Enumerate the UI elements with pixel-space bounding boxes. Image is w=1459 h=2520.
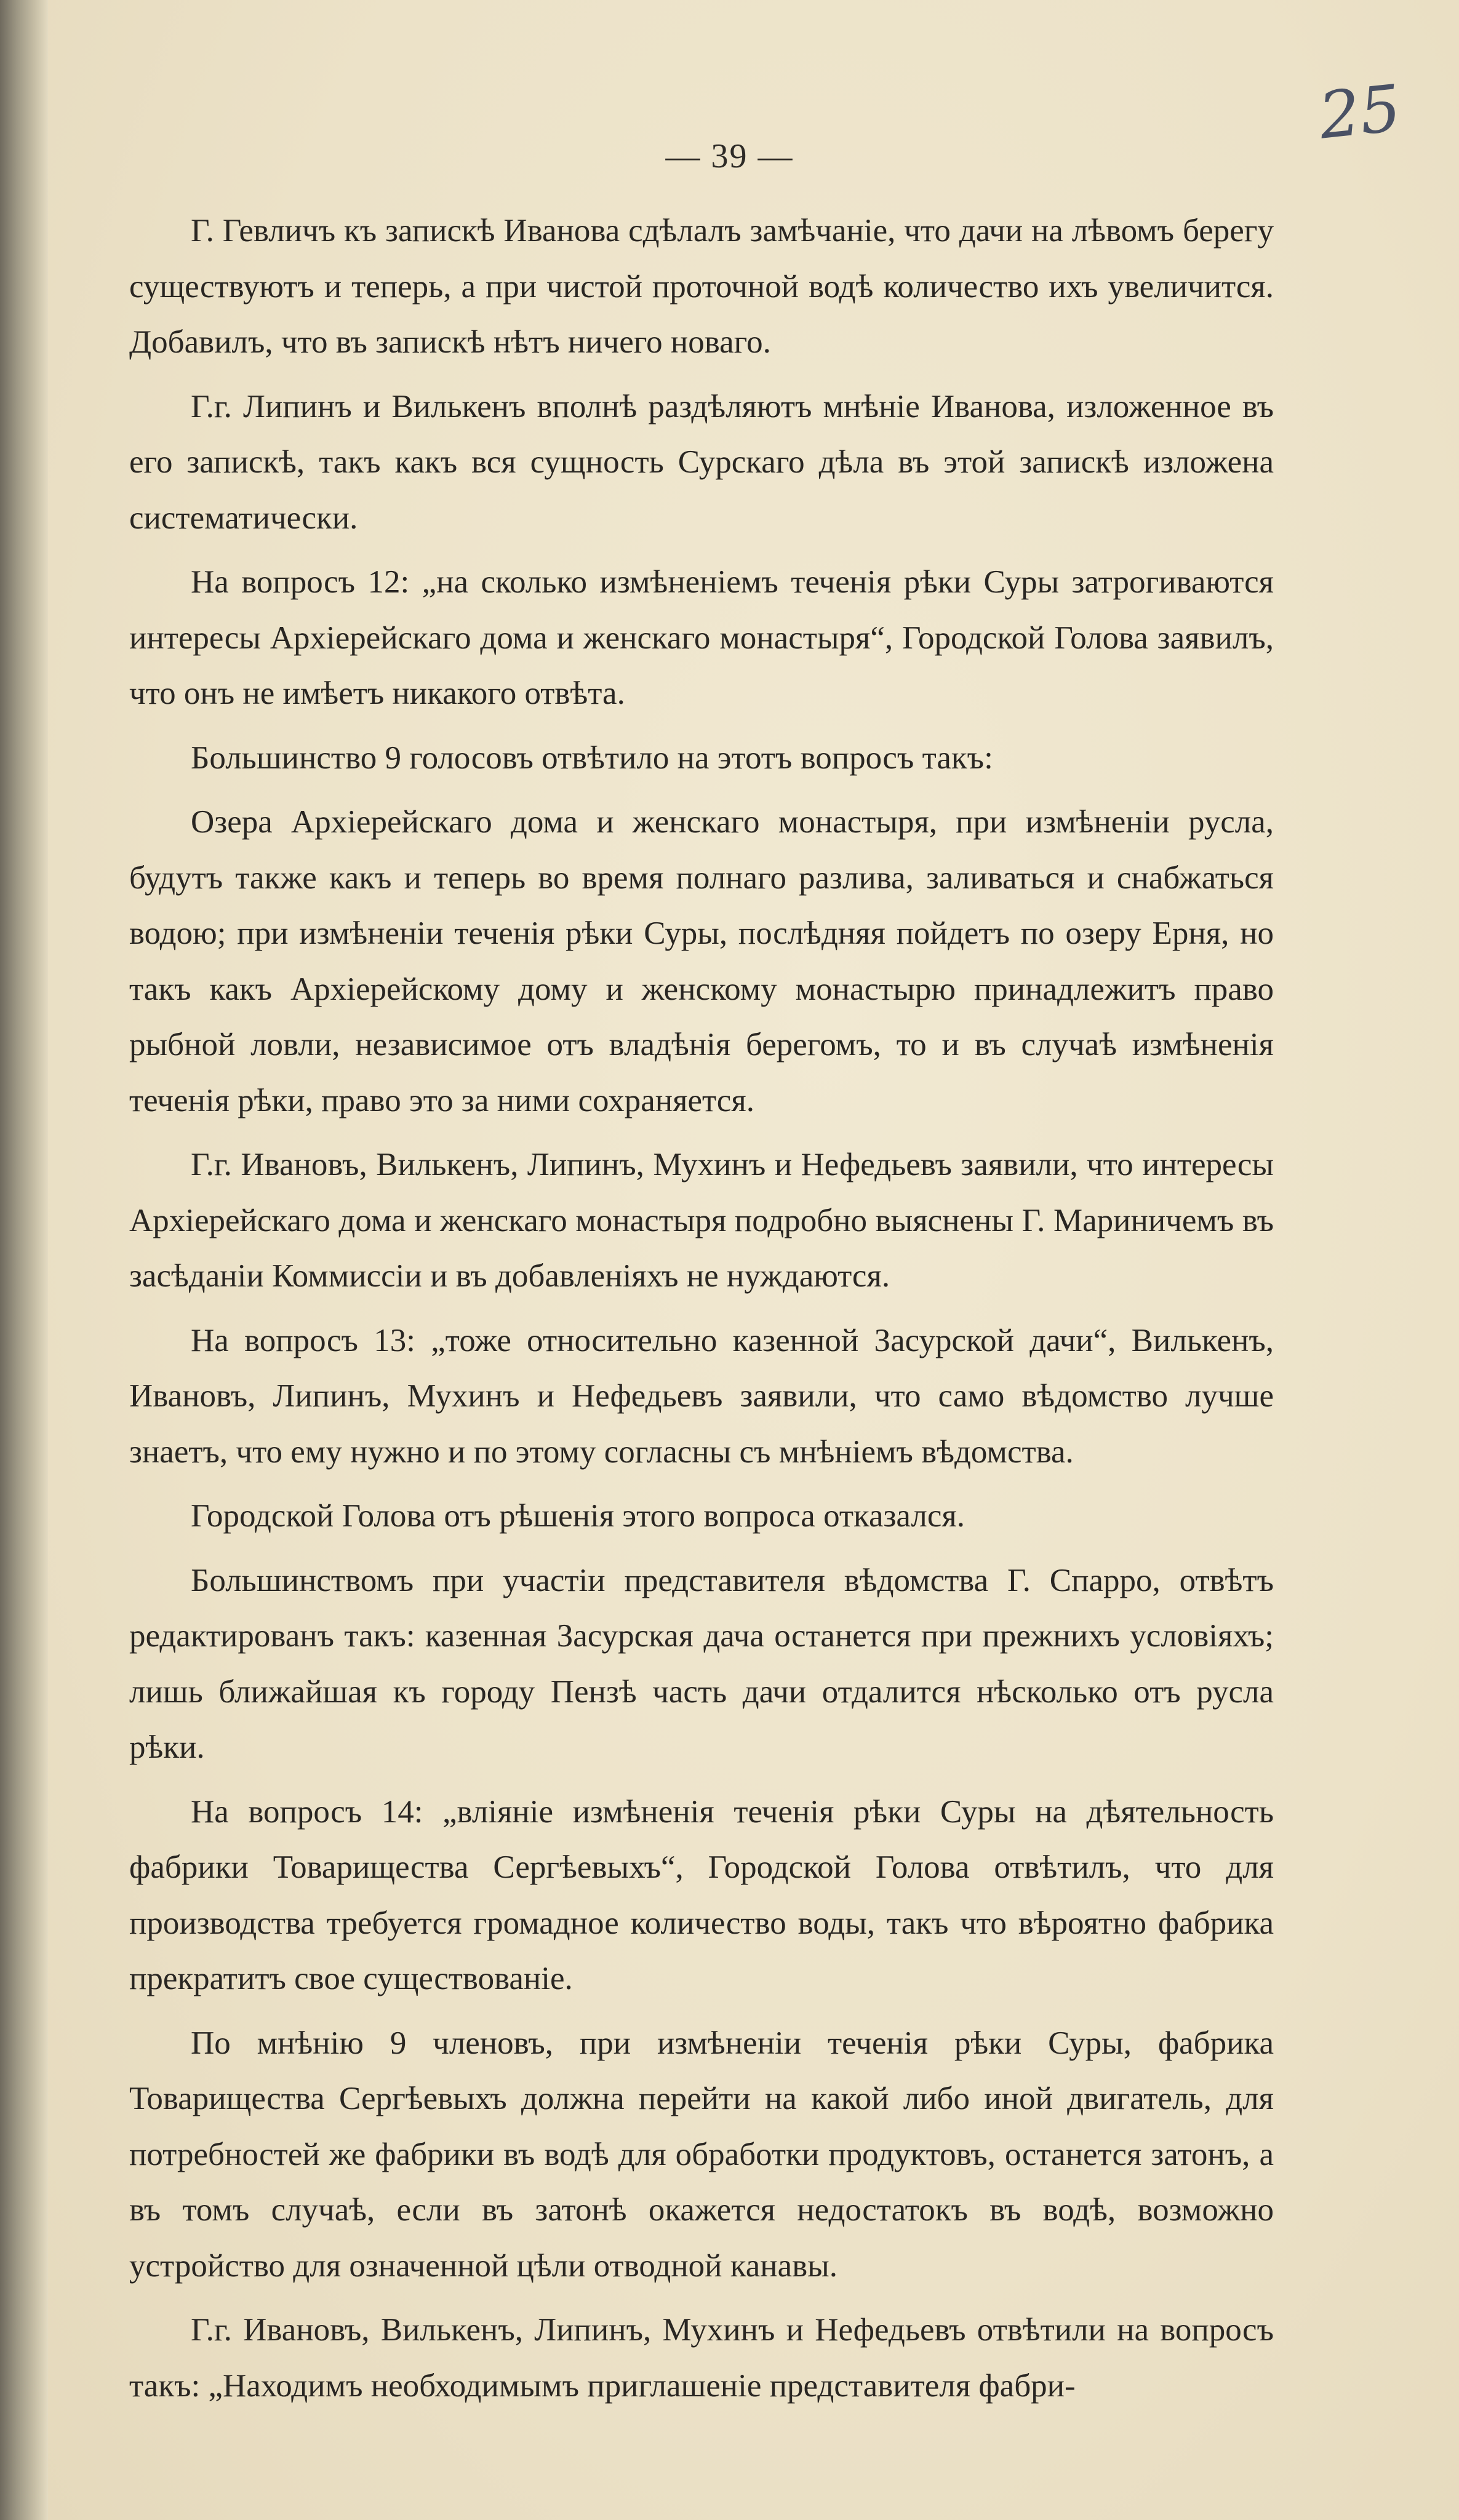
paragraph: Озера Архіерейскаго дома и женскаго монастыря, при измѣненіи русла, будутъ также какъ и теперь во время полнаго разлива, заливаться и снабжаться водою; при измѣненіи теченія рѣки Суры, послѣдняя пойдетъ по озеру Ерня, но такъ какъ Архіерейскому дому и женскому монастырю принадлежитъ право рыбной ловли, независимое отъ владѣнія берегомъ, то и въ случаѣ измѣненія теченія рѣки, право это за ними сохраняется.	[129, 804, 1274, 1118]
paragraph: Большинствомъ при участіи представителя вѣдомства Г. Спарро, отвѣтъ редактированъ такъ: казенная Засурская дача останется при прежнихъ условіяхъ; лишь ближайшая къ городу Пензѣ часть дачи отдалится нѣсколько отъ русла рѣки.	[129, 1562, 1274, 1765]
handwritten-folio-number: 25	[1315, 70, 1405, 154]
paragraph: Г. Гевличъ къ запискѣ Иванова сдѣлалъ замѣчаніе, что дачи на лѣвомъ берегу существуютъ и теперь, а при чистой проточной водѣ количество ихъ увеличится. Добавилъ, что въ запискѣ нѣтъ ничего новаго.	[129, 213, 1274, 360]
page-number: — 39 —	[665, 137, 794, 175]
paragraph: На вопросъ 13: „тоже относительно казенной Засурской дачи“, Вилькенъ, Ивановъ, Липинъ, Мухинъ и Нефедьевъ заявили, что само вѣдомство лучше знаетъ, что ему нужно и по этому согласны съ мнѣніемъ вѣдомства.	[129, 1322, 1274, 1470]
paragraph: Большинство 9 голосовъ отвѣтило на этотъ вопросъ такъ:	[191, 740, 993, 776]
paragraph: Городской Голова отъ рѣшенія этого вопроса отказался.	[191, 1498, 965, 1534]
paragraph: По мнѣнію 9 членовъ, при измѣненіи теченія рѣки Суры, фабрика Товарищества Сергѣевыхъ должна перейти на какой либо иной двигатель, для потребностей же фабрики въ водѣ для обработки продуктовъ, останется затонъ, а въ томъ случаѣ, если въ затонѣ окажется недостатокъ въ водѣ, возможно устройство для означенной цѣли отводной канавы.	[129, 2025, 1274, 2284]
paragraph: Г.г. Ивановъ, Вилькенъ, Липинъ, Мухинъ и Нефедьевъ отвѣтили на вопросъ такъ: „Находимъ необходимымъ приглашеніе представителя фабри-	[129, 2312, 1274, 2404]
paragraph: Г.г. Липинъ и Вилькенъ вполнѣ раздѣляютъ мнѣніе Иванова, изложенное въ его запискѣ, такъ какъ вся сущность Сурскаго дѣла въ этой запискѣ изложена систематически.	[129, 388, 1274, 536]
book-binding-edge	[0, 0, 48, 2520]
paragraph: На вопросъ 14: „вліяніе измѣненія теченія рѣки Суры на дѣятельность фабрики Товарищества Сергѣевыхъ“, Городской Голова отвѣтилъ, что для производства требуется громадное количество воды, такъ что вѣроятно фабрика прекратитъ свое существованіе.	[129, 1793, 1274, 1996]
paragraph: Г.г. Ивановъ, Вилькенъ, Липинъ, Мухинъ и Нефедьевъ заявили, что интересы Архіерейскаго дома и женскаго монастыря подробно выяснены Г. Мариничемъ въ засѣданіи Коммиссіи и въ добавленіяхъ не нуждаются.	[129, 1147, 1274, 1294]
paragraph: На вопросъ 12: „на сколько измѣненіемъ теченія рѣки Суры затрогиваются интересы Архіерейскаго дома и женскаго монастыря“, Городской Голова заявилъ, что онъ не имѣетъ никакого отвѣта.	[129, 564, 1274, 711]
document-body	[129, 203, 1274, 2414]
